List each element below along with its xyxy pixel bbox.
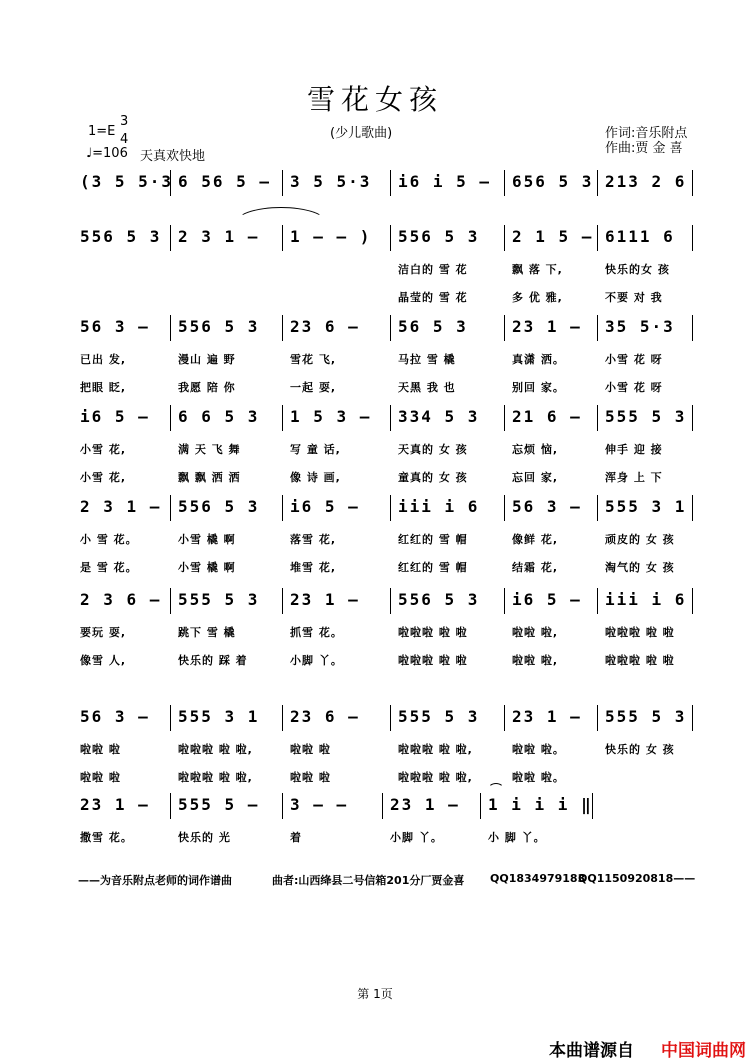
measure-notes: 656 5 3 bbox=[512, 172, 594, 191]
lyric-text: 多 优 雅, bbox=[512, 291, 563, 304]
lyric-text: 落雪 花, bbox=[290, 533, 337, 546]
bar-line bbox=[597, 225, 598, 251]
lyric-text: 小雪 花, bbox=[80, 471, 127, 484]
bar-line bbox=[390, 225, 391, 251]
bar-line bbox=[692, 315, 693, 341]
bar-line bbox=[170, 793, 171, 819]
bar-line bbox=[692, 495, 693, 521]
bar-line bbox=[692, 170, 693, 196]
measure-notes: 1 i i i ‖ bbox=[488, 795, 593, 814]
lyric-text: 写 童 话, bbox=[290, 443, 341, 456]
bar-line bbox=[170, 225, 171, 251]
lyric-text: 淘气的 女 孩 bbox=[605, 561, 675, 574]
measure-notes: 555 5 3 bbox=[605, 707, 687, 726]
measure-notes: 56 3 — bbox=[80, 707, 150, 726]
measure-notes: 556 5 3 bbox=[178, 317, 260, 336]
bar-line bbox=[597, 705, 598, 731]
bar-line bbox=[504, 405, 505, 431]
lyric-text: 忘烦 恼, bbox=[512, 443, 559, 456]
bar-line bbox=[692, 588, 693, 614]
lyric-text: 小雪 橇 啊 bbox=[178, 533, 236, 546]
lyric-text: 啦啦啦 啦 啦, bbox=[398, 743, 473, 756]
measure-notes: 35 5·3 bbox=[605, 317, 675, 336]
lyric-text: 快乐的 女 孩 bbox=[605, 743, 675, 756]
tempo-mark: ♩=106 bbox=[86, 146, 128, 161]
measure-notes: 555 5 3 bbox=[605, 407, 687, 426]
measure-notes: 334 5 3 bbox=[398, 407, 480, 426]
lyric-text: 马拉 雪 橇 bbox=[398, 353, 456, 366]
measure-notes: 2 3 1 — bbox=[178, 227, 260, 246]
measure-notes: 23 1 — bbox=[80, 795, 150, 814]
slur-mark bbox=[235, 207, 327, 239]
measure-notes: 21 6 — bbox=[512, 407, 582, 426]
measure-notes: 23 6 — bbox=[290, 317, 360, 336]
measure-notes: 556 5 3 bbox=[80, 227, 162, 246]
lyric-text: 天黑 我 也 bbox=[398, 381, 456, 394]
measure-notes: 556 5 3 bbox=[398, 590, 480, 609]
credits-text: ——为音乐附点老师的词作谱曲 bbox=[78, 874, 232, 887]
lyric-text: 小 脚 丫。 bbox=[488, 831, 546, 844]
song-title: 雪花女孩 bbox=[306, 83, 443, 116]
author-text: 曲者:山西绛县二号信箱201分厂贾金喜 bbox=[272, 874, 465, 887]
bar-line bbox=[504, 495, 505, 521]
lyricist: 作词:音乐附点 bbox=[605, 126, 688, 141]
bar-line bbox=[504, 170, 505, 196]
lyric-text: 啦啦啦 啦 啦, bbox=[398, 771, 473, 784]
measure-notes: 56 3 — bbox=[80, 317, 150, 336]
measure-notes: 23 1 — bbox=[512, 707, 582, 726]
lyric-text: 啦啦 啦。 bbox=[512, 743, 565, 756]
lyric-text: 我愿 陪 你 bbox=[178, 381, 236, 394]
measure-notes: i6 i 5 — bbox=[398, 172, 492, 191]
measure-notes: 23 1 — bbox=[512, 317, 582, 336]
lyric-text: 结霜 花, bbox=[512, 561, 559, 574]
lyric-text: 伸手 迎 接 bbox=[605, 443, 663, 456]
lyric-text: 小脚 丫。 bbox=[390, 831, 443, 844]
bar-line bbox=[382, 793, 383, 819]
measure-notes: 23 6 — bbox=[290, 707, 360, 726]
lyric-text: 快乐的女 孩 bbox=[605, 263, 670, 276]
measure-notes: 556 5 3 bbox=[398, 227, 480, 246]
lyric-text: 抓雪 花。 bbox=[290, 626, 343, 639]
lyric-text: 啦啦啦 啦 啦 bbox=[605, 654, 675, 667]
measure-notes: 56 5 3 bbox=[398, 317, 468, 336]
bar-line bbox=[282, 588, 283, 614]
measure-notes: i6 5 — bbox=[80, 407, 150, 426]
measure-notes: 556 5 3 bbox=[178, 497, 260, 516]
lyric-text: 着 bbox=[290, 831, 302, 844]
bar-line bbox=[390, 170, 391, 196]
lyric-text: 啦啦 啦。 bbox=[512, 771, 565, 784]
lyric-text: 满 天 飞 舞 bbox=[178, 443, 241, 456]
lyric-text: 飘 飘 洒 洒 bbox=[178, 471, 241, 484]
bar-line bbox=[597, 588, 598, 614]
measure-notes: 555 3 1 bbox=[605, 497, 687, 516]
slur-mark bbox=[488, 783, 504, 795]
lyric-text: 像雪 人, bbox=[80, 654, 127, 667]
lyric-text: 小雪 花 呀 bbox=[605, 381, 663, 394]
bar-line bbox=[170, 315, 171, 341]
measure-notes: 2 1 5 — bbox=[512, 227, 594, 246]
lyric-text: 一起 耍, bbox=[290, 381, 337, 394]
lyric-text: 红红的 雪 帽 bbox=[398, 533, 468, 546]
measure-notes: 56 3 — bbox=[512, 497, 582, 516]
lyric-text: 别回 家。 bbox=[512, 381, 565, 394]
bar-line bbox=[282, 315, 283, 341]
lyric-text: 把眼 眨, bbox=[80, 381, 127, 394]
lyric-text: 快乐的 踩 着 bbox=[178, 654, 248, 667]
key-signature: 1=E bbox=[88, 124, 116, 139]
bar-line bbox=[480, 793, 481, 819]
lyric-text: 漫山 遍 野 bbox=[178, 353, 236, 366]
measure-notes: iii i 6 bbox=[605, 590, 687, 609]
measure-notes: 2 3 6 — bbox=[80, 590, 162, 609]
expression-mark: 天真欢快地 bbox=[140, 149, 206, 164]
lyric-text: 顽皮的 女 孩 bbox=[605, 533, 675, 546]
lyric-text: 小脚 丫。 bbox=[290, 654, 343, 667]
lyric-text: 要玩 耍, bbox=[80, 626, 127, 639]
bar-line bbox=[692, 705, 693, 731]
lyric-text: 小雪 花 呀 bbox=[605, 353, 663, 366]
measure-notes: 6 6 5 3 bbox=[178, 407, 260, 426]
lyric-text: 快乐的 光 bbox=[178, 831, 231, 844]
page-number: 第 1页 bbox=[357, 987, 393, 1001]
measure-notes: 555 3 1 bbox=[178, 707, 260, 726]
bar-line bbox=[597, 405, 598, 431]
bar-line bbox=[282, 405, 283, 431]
lyric-text: 啦啦 啦, bbox=[512, 626, 559, 639]
measure-notes: i6 5 — bbox=[290, 497, 360, 516]
source-site-link[interactable]: 中国词曲网 bbox=[661, 1041, 746, 1061]
lyric-text: 堆雪 花, bbox=[290, 561, 337, 574]
bar-line bbox=[597, 315, 598, 341]
lyric-text: 忘回 家, bbox=[512, 471, 559, 484]
time-signature-bottom: 4 bbox=[120, 132, 129, 147]
source-label: 本曲谱源自 bbox=[549, 1041, 634, 1061]
lyric-text: 啦啦啦 啦 啦 bbox=[605, 626, 675, 639]
measure-notes: iii i 6 bbox=[398, 497, 480, 516]
lyric-text: 小雪 花, bbox=[80, 443, 127, 456]
lyric-text: 啦啦 啦 bbox=[290, 743, 331, 756]
lyric-text: 是 雪 花。 bbox=[80, 561, 138, 574]
measure-notes: 23 1 — bbox=[290, 590, 360, 609]
bar-line bbox=[282, 793, 283, 819]
composer: 作曲:贾 金 喜 bbox=[605, 141, 683, 156]
bar-line bbox=[390, 495, 391, 521]
lyric-text: 跳下 雪 橇 bbox=[178, 626, 236, 639]
bar-line bbox=[597, 495, 598, 521]
lyric-text: 已出 发, bbox=[80, 353, 127, 366]
bar-line bbox=[170, 588, 171, 614]
bar-line bbox=[390, 588, 391, 614]
bar-line bbox=[282, 495, 283, 521]
lyric-text: 啦啦啦 啦 啦 bbox=[398, 626, 468, 639]
bar-line bbox=[390, 315, 391, 341]
bar-line bbox=[170, 705, 171, 731]
lyric-text: 不要 对 我 bbox=[605, 291, 663, 304]
measure-notes: 555 5 3 bbox=[398, 707, 480, 726]
measure-notes: 1 — — ) bbox=[290, 227, 372, 246]
bar-line bbox=[692, 405, 693, 431]
subtitle: (少儿歌曲) bbox=[330, 126, 393, 141]
measure-notes: i6 5 — bbox=[512, 590, 582, 609]
lyric-text: 小雪 橇 啊 bbox=[178, 561, 236, 574]
lyric-text: 像鲜 花, bbox=[512, 533, 559, 546]
lyric-text: 啦啦啦 啦 啦, bbox=[178, 743, 253, 756]
measure-notes: 6111 6 bbox=[605, 227, 675, 246]
bar-line bbox=[282, 170, 283, 196]
lyric-text: 洁白的 雪 花 bbox=[398, 263, 468, 276]
bar-line bbox=[390, 405, 391, 431]
measure-notes: 555 5 — bbox=[178, 795, 260, 814]
bar-line bbox=[597, 170, 598, 196]
lyric-text: 啦啦啦 啦 啦, bbox=[178, 771, 253, 784]
qq-number-1: QQ1834979183 bbox=[490, 872, 586, 885]
lyric-text: 像 诗 画, bbox=[290, 471, 341, 484]
lyric-text: 飘 落 下, bbox=[512, 263, 563, 276]
qq-number-2: QQ1150920818—— bbox=[578, 872, 696, 885]
bar-line bbox=[504, 588, 505, 614]
lyric-text: 撒雪 花。 bbox=[80, 831, 133, 844]
lyric-text: 啦啦 啦 bbox=[80, 743, 121, 756]
measure-notes: (3 5 5·3 bbox=[80, 172, 174, 191]
bar-line bbox=[390, 705, 391, 731]
measure-notes: 555 5 3 bbox=[178, 590, 260, 609]
bar-line bbox=[504, 705, 505, 731]
lyric-text: 红红的 雪 帽 bbox=[398, 561, 468, 574]
bar-line bbox=[282, 705, 283, 731]
measure-notes: 23 1 — bbox=[390, 795, 460, 814]
lyric-text: 天真的 女 孩 bbox=[398, 443, 468, 456]
measure-notes: 2 3 1 — bbox=[80, 497, 162, 516]
measure-notes: 213 2 6 bbox=[605, 172, 687, 191]
measure-notes: 3 — — bbox=[290, 795, 349, 814]
lyric-text: 小 雪 花。 bbox=[80, 533, 138, 546]
bar-line bbox=[504, 225, 505, 251]
bar-line bbox=[504, 315, 505, 341]
time-signature-top: 3 bbox=[120, 114, 129, 129]
lyric-text: 啦啦 啦, bbox=[512, 654, 559, 667]
lyric-text: 啦啦啦 啦 啦 bbox=[398, 654, 468, 667]
lyric-text: 晶莹的 雪 花 bbox=[398, 291, 468, 304]
bar-line bbox=[692, 225, 693, 251]
lyric-text: 真潇 洒。 bbox=[512, 353, 565, 366]
lyric-text: 浑身 上 下 bbox=[605, 471, 663, 484]
lyric-text: 啦啦 啦 bbox=[80, 771, 121, 784]
lyric-text: 啦啦 啦 bbox=[290, 771, 331, 784]
measure-notes: 6 56 5 — bbox=[178, 172, 272, 191]
measure-notes: 1 5 3 — bbox=[290, 407, 372, 426]
measure-notes: 3 5 5·3 bbox=[290, 172, 372, 191]
lyric-text: 雪花 飞, bbox=[290, 353, 337, 366]
lyric-text: 童真的 女 孩 bbox=[398, 471, 468, 484]
bar-line bbox=[170, 405, 171, 431]
bar-line bbox=[170, 495, 171, 521]
